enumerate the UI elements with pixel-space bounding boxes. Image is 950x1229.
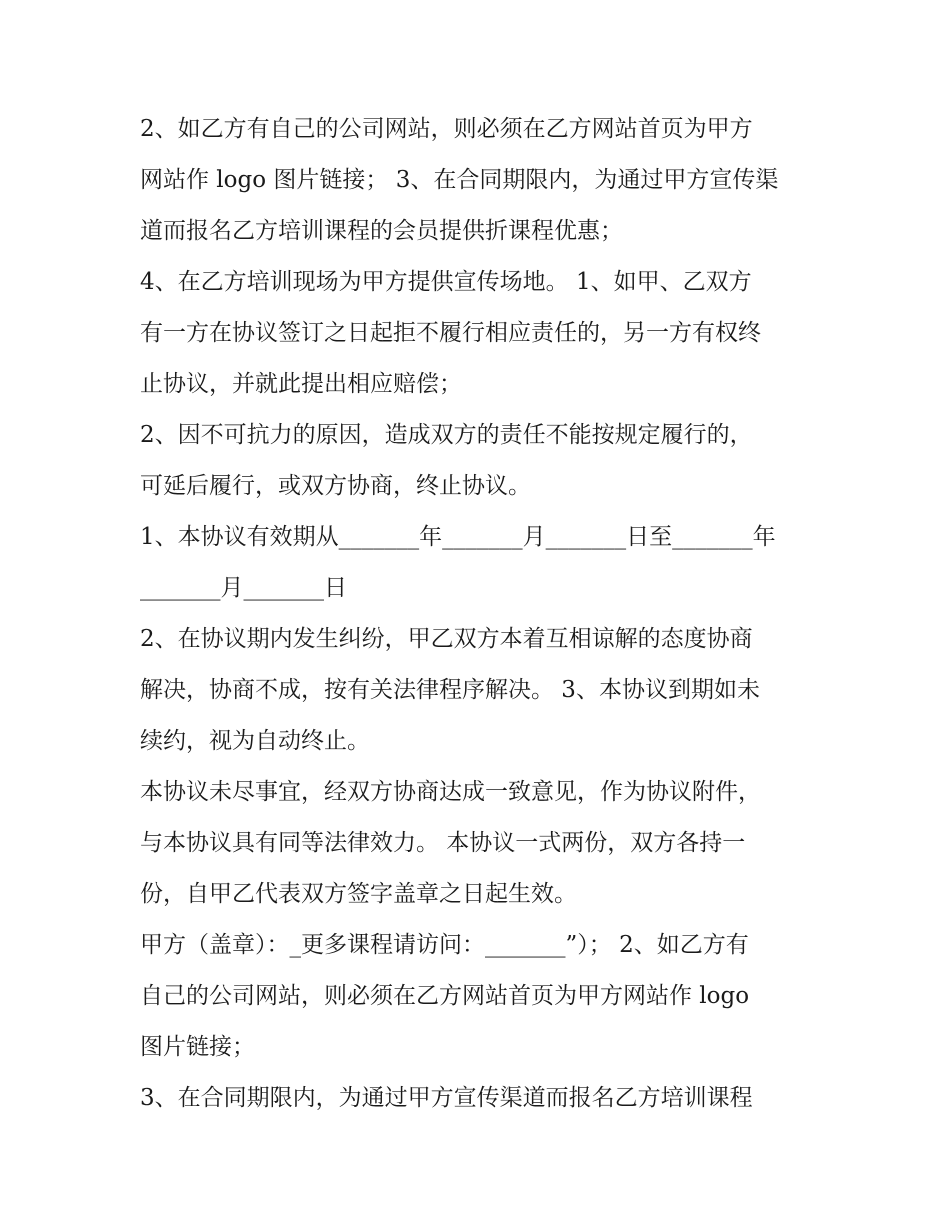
text-line: 4、在乙方培训现场为甲方提供宣传场地。 1、如甲、乙双方 bbox=[140, 269, 752, 295]
text-line: 2、在协议期内发生纠纷，甲乙双方本着互相谅解的态度协商 bbox=[140, 626, 753, 652]
document-body bbox=[140, 104, 820, 1124]
text-line: 续约，视为自动终止。 bbox=[140, 728, 370, 754]
text-line: 止协议，并就此提出相应赔偿； bbox=[140, 371, 462, 397]
text-line: 可延后履行，或双方协商，终止协议。 bbox=[140, 473, 531, 499]
text-line: 本协议未尽事宜，经双方协商达成一致意见，作为协议附件， bbox=[140, 779, 761, 805]
text-line: 2、如乙方有自己的公司网站，则必须在乙方网站首页为甲方 bbox=[140, 116, 753, 142]
text-line: _______月_______日 bbox=[140, 575, 347, 601]
text-line: 份，自甲乙代表双方签字盖章之日起生效。 bbox=[140, 881, 577, 907]
text-line: 道而报名乙方培训课程的会员提供折课程优惠； bbox=[140, 218, 623, 244]
text-line: 3、在合同期限内，为通过甲方宣传渠道而报名乙方培训课程 bbox=[140, 1085, 753, 1111]
text-line: 甲方（盖章）：_更多课程请访问：_______”）； 2、如乙方有 bbox=[140, 932, 749, 958]
text-line: 有一方在协议签订之日起拒不履行相应责任的，另一方有权终 bbox=[140, 320, 761, 346]
text-line: 1、本协议有效期从_______年_______月_______日至_______年 bbox=[140, 524, 776, 550]
text-line: 与本协议具有同等法律效力。 本协议一式两份，双方各持一 bbox=[140, 830, 746, 856]
text-line: 解决，协商不成，按有关法律程序解决。 3、本协议到期如未 bbox=[140, 677, 760, 703]
text-line: 自己的公司网站，则必须在乙方网站首页为甲方网站作 logo bbox=[140, 983, 750, 1009]
text-line: 图片链接； bbox=[140, 1034, 255, 1060]
text-line: 网站作 logo 图片链接； 3、在合同期限内，为通过甲方宣传渠 bbox=[140, 167, 779, 193]
text-line: 2、因不可抗力的原因，造成双方的责任不能按规定履行的， bbox=[140, 422, 753, 448]
